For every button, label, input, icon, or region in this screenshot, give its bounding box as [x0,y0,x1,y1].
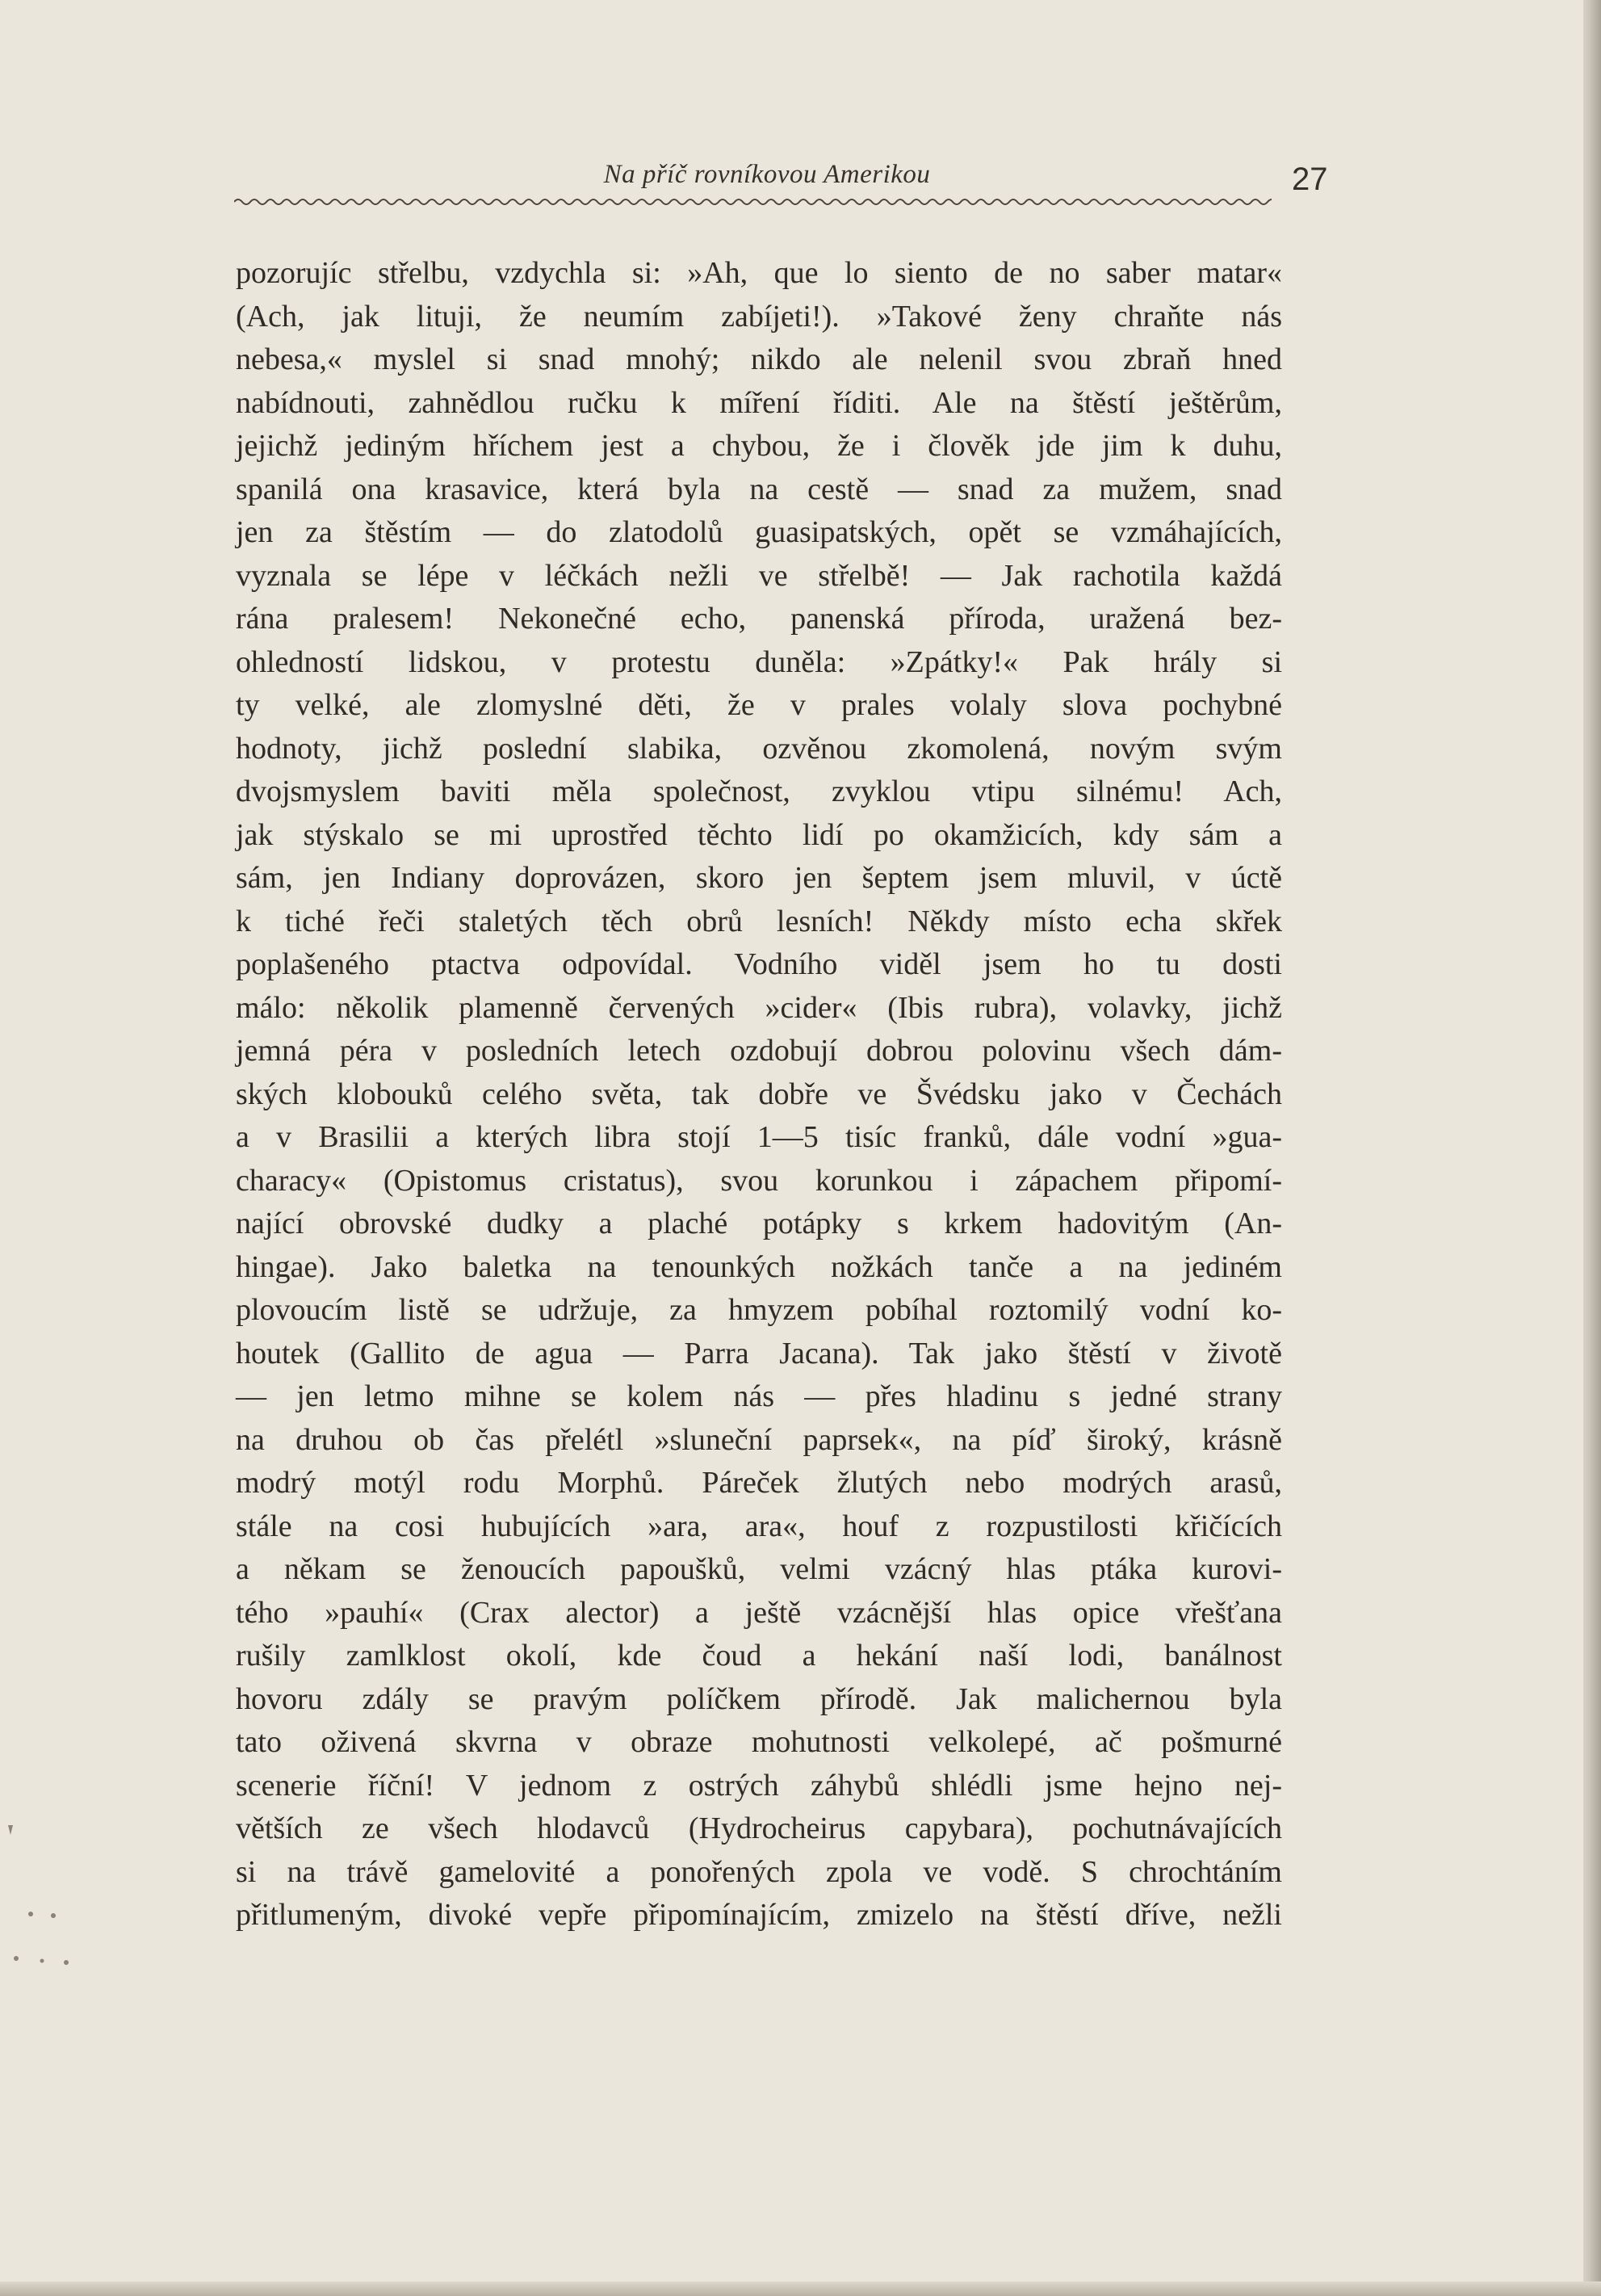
text-line: spanilá ona krasavice, která byla na cestě — snad za mužem, snad [236,472,1282,506]
text-line: scenerie říční! V jednom z ostrých záhybů shlédli jsme hejno nej- [236,1768,1282,1803]
text-line: k tiché řeči staletých těch obrů lesních! Někdy místo echa skřek [236,904,1282,938]
text-line: modrý motýl rodu Morphů. Páreček žlutých nebo modrých arasů, [236,1466,1282,1500]
text-line: si na trávě gamelovité a ponořených zpola ve vodě. S chrochtáním [236,1854,1282,1889]
text-line: málo: několik plamenně červených »cider« (Ibis rubra), volavky, jichž [236,990,1282,1025]
text-line: přitlumeným, divoké vepře připomínajícím, zmizelo na štěstí dříve, nežli [236,1898,1282,1932]
text-line: jemná péra v posledních letech ozdobují dobrou polovinu všech dám- [236,1034,1282,1068]
text-line: rána pralesem! Nekonečné echo, panenská příroda, uražená bez- [236,602,1282,636]
text-line: a někam se ženoucích papoušků, velmi vzácný hlas ptáka kurovi- [236,1552,1282,1586]
text-line: ohledností lidskou, v protestu duněla: »Zpátky!« Pak hrály si [236,644,1282,679]
text-line: — jen letmo mihne se kolem nás — přes hladinu s jedné strany [236,1379,1282,1413]
text-line: nebesa,« myslel si snad mnohý; nikdo ale nelenil svou zbraň hned [236,342,1282,376]
text-line: ských klobouků celého světa, tak dobře ve Švédsku jako v Čechách [236,1077,1282,1111]
text-line: větších ze všech hlodavců (Hydrocheirus capybara), pochutnávajících [236,1811,1282,1845]
text-line: hovoru zdály se pravým políčkem přírodě. Jak malichernou byla [236,1681,1282,1716]
text-line: dvojsmyslem baviti měla společnost, zvyklou vtipu silnému! Ach, [236,774,1282,808]
text-line: stále na cosi hubujících »ara, ara«, houf z rozpustilosti křičících [236,1509,1282,1543]
text-line: (Ach, jak lituji, že neumím zabíjeti!). »Takové ženy chraňte nás [236,299,1282,334]
page-number: 27 [1292,162,1328,197]
text-line: pozorujíc střelbu, vzdychla si: »Ah, que lo siento de no saber matar« [236,256,1282,290]
text-line: rušily zamlklost okolí, kde čoud a hekání naší lodi, banálnost [236,1639,1282,1673]
running-head [234,160,1300,200]
text-line: hodnoty, jichž poslední slabika, ozvěnou zkomolená, novým svým [236,731,1282,766]
running-head-title: Na příč rovníkovou Amerikou [603,160,931,189]
text-line: poplašeného ptactva odpovídal. Vodního viděl jsem ho tu dosti [236,947,1282,981]
page-bottom-edge [0,2281,1601,2296]
text-line: a v Brasilii a kterých libra stojí 1—5 tisíc franků, dále vodní »gua- [236,1120,1282,1154]
text-line: plovoucím listě se udržuje, za hmyzem pobíhal roztomilý vodní ko- [236,1293,1282,1327]
text-line: jejichž jediným hříchem jest a chybou, že i člověk jde jim k duhu, [236,429,1282,463]
text-line: sám, jen Indiany doprovázen, skoro jen šeptem jsem mluvil, v úctě [236,861,1282,895]
text-line: characy« (Opistomus cristatus), svou korunkou i zápachem připomí- [236,1163,1282,1198]
body-text [236,252,1282,1937]
text-line: tého »pauhí« (Crax alector) a ještě vzácnější hlas opice vřešťana [236,1595,1282,1630]
margin-specks [0,1825,97,1987]
text-line: nající obrovské dudky a plaché potápky s krkem hadovitým (An- [236,1207,1282,1240]
text-line: hingae). Jako baletka na tenounkých nožkách tanče a na jediném [236,1249,1282,1284]
text-line: tato oživená skvrna v obraze mohutnosti velkolepé, ač pošmurné [236,1725,1282,1759]
text-line: houtek (Gallito de agua — Parra Jacana). Tak jako štěstí v životě [236,1336,1282,1370]
text-line: jak stýskalo se mi uprostřed těchto lidí po okamžicích, kdy sám a [236,817,1282,852]
text-line: nabídnouti, zahnědlou ručku k míření říditi. Ale na štěstí ještěrům, [236,385,1282,420]
text-line: na druhou ob čas přelétl »sluneční paprsek«, na píď široký, krásně [236,1422,1282,1457]
text-line: jen za štěstím — do zlatodolů guasipatských, opět se vzmáhajících, [236,515,1282,549]
text-line: vyznala se lépe v léčkách nežli ve střelbě! — Jak rachotila každá [236,558,1282,593]
page-edge [1583,0,1601,2296]
text-line: ty velké, ale zlomyslné děti, že v prales volaly slova pochybné [236,688,1282,722]
decorative-wavy-rule [234,195,1272,208]
